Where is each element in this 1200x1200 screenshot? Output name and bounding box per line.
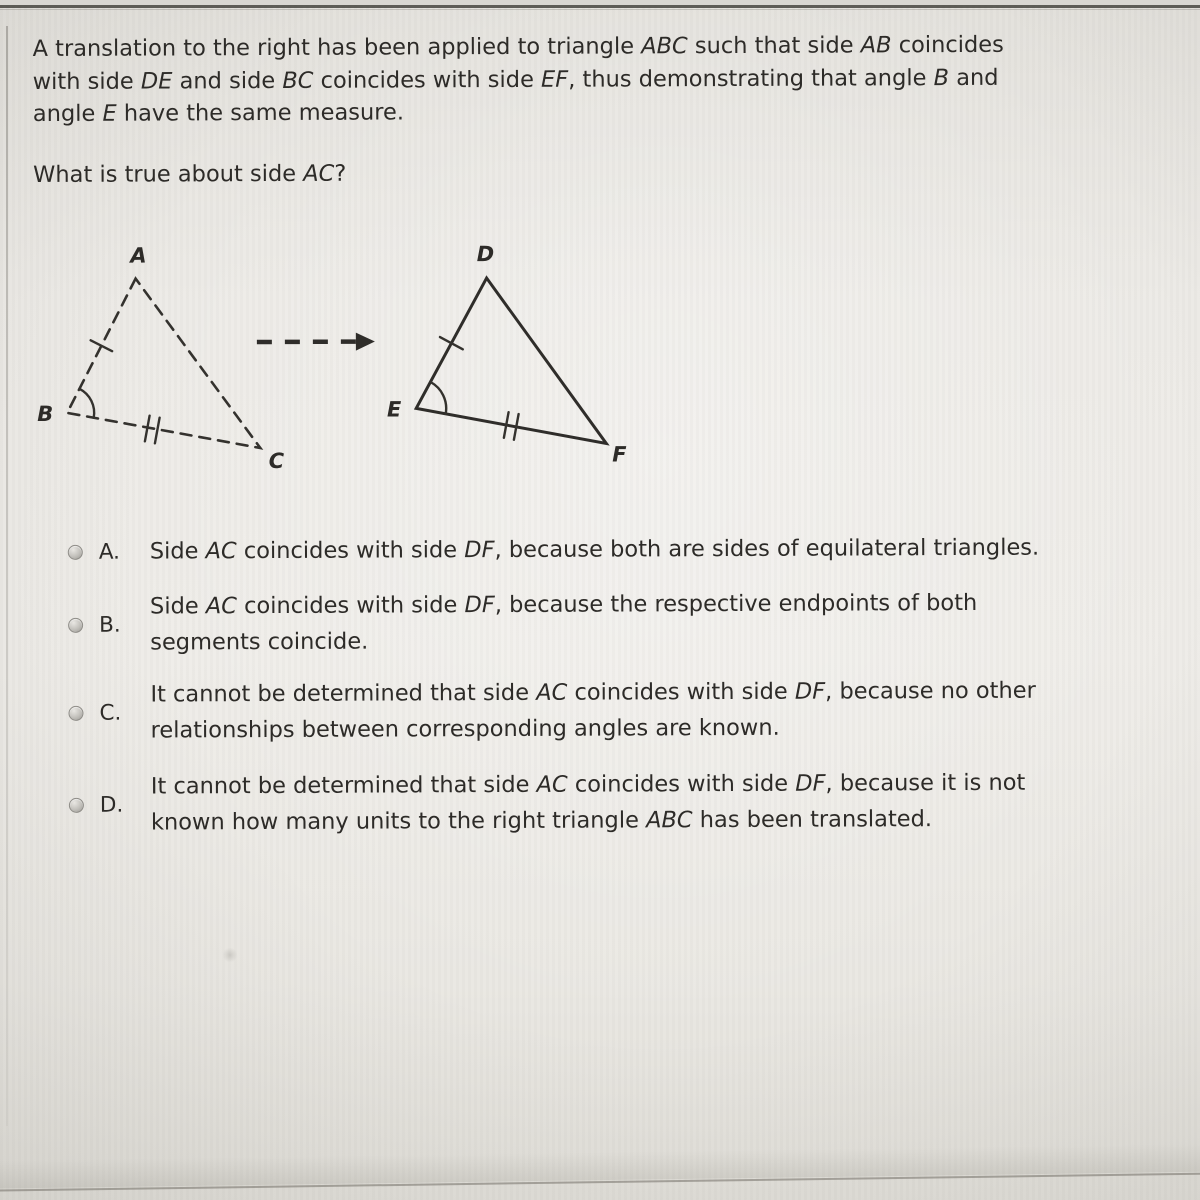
option-b-letter: B. — [99, 612, 121, 638]
option-b[interactable] — [68, 584, 1153, 661]
question-prompt: What is true about side AC? — [33, 160, 347, 189]
option-b-radio[interactable] — [68, 617, 83, 632]
vertex-label-f: F — [612, 442, 627, 467]
angle-mark-b — [79, 389, 94, 418]
option-c-line-1: It cannot be determined that side AC coincides with side DF, because no other — [150, 677, 1036, 708]
option-d-radio[interactable] — [69, 797, 84, 812]
option-d-letter: D. — [99, 792, 124, 818]
triangle-def — [386, 241, 627, 467]
tick-bc-2 — [155, 418, 160, 444]
option-b-line-1: Side AC coincides with side DF, because the respective endpoints of both — [149, 589, 978, 620]
option-a-line-1: Side AC coincides with side DF, because both are sides of equilateral triangles. — [149, 534, 1040, 565]
question-line-1: A translation to the right has been applied to triangle ABC such that side AB coincides — [32, 31, 1004, 63]
option-a-letter: A. — [98, 539, 121, 565]
question-line-2: with side DE and side BC coincides with side EF, thus demonstrating that angle B and — [32, 64, 999, 95]
question-line-3: angle E have the same measure. — [32, 99, 405, 128]
vertex-label-d: D — [476, 242, 495, 267]
option-b-text — [150, 584, 1153, 660]
option-d-text — [151, 764, 1154, 840]
vertex-label-b: B — [37, 401, 54, 427]
translation-arrow-icon — [257, 333, 375, 352]
option-c-radio[interactable] — [68, 705, 83, 720]
option-b-line-2: segments coincide. — [150, 628, 369, 656]
option-c-letter: C. — [99, 700, 122, 726]
question-paragraph — [33, 29, 1005, 131]
tick-de — [440, 337, 463, 349]
vertex-label-e: E — [386, 397, 402, 422]
option-a-radio[interactable] — [68, 544, 83, 559]
option-a[interactable] — [68, 529, 1153, 570]
option-c-line-2: relationships between corresponding angles are known. — [150, 714, 780, 744]
option-d-line-1: It cannot be determined that side AC coincides with side DF, because it is not — [150, 769, 1026, 800]
vertex-label-a: A — [130, 243, 147, 268]
option-c[interactable] — [68, 672, 1153, 749]
triangle-abc — [36, 243, 284, 474]
photo-smudge — [222, 948, 238, 962]
option-d[interactable] — [69, 764, 1154, 841]
vertex-label-c: C — [268, 448, 285, 474]
translation-diagram — [28, 235, 669, 493]
tick-ab — [91, 340, 112, 351]
option-c-text — [150, 672, 1153, 748]
option-d-line-2: known how many units to the right triangle ABC has been translated. — [150, 806, 933, 836]
angle-mark-e — [430, 382, 446, 414]
option-a-text — [150, 529, 1153, 569]
